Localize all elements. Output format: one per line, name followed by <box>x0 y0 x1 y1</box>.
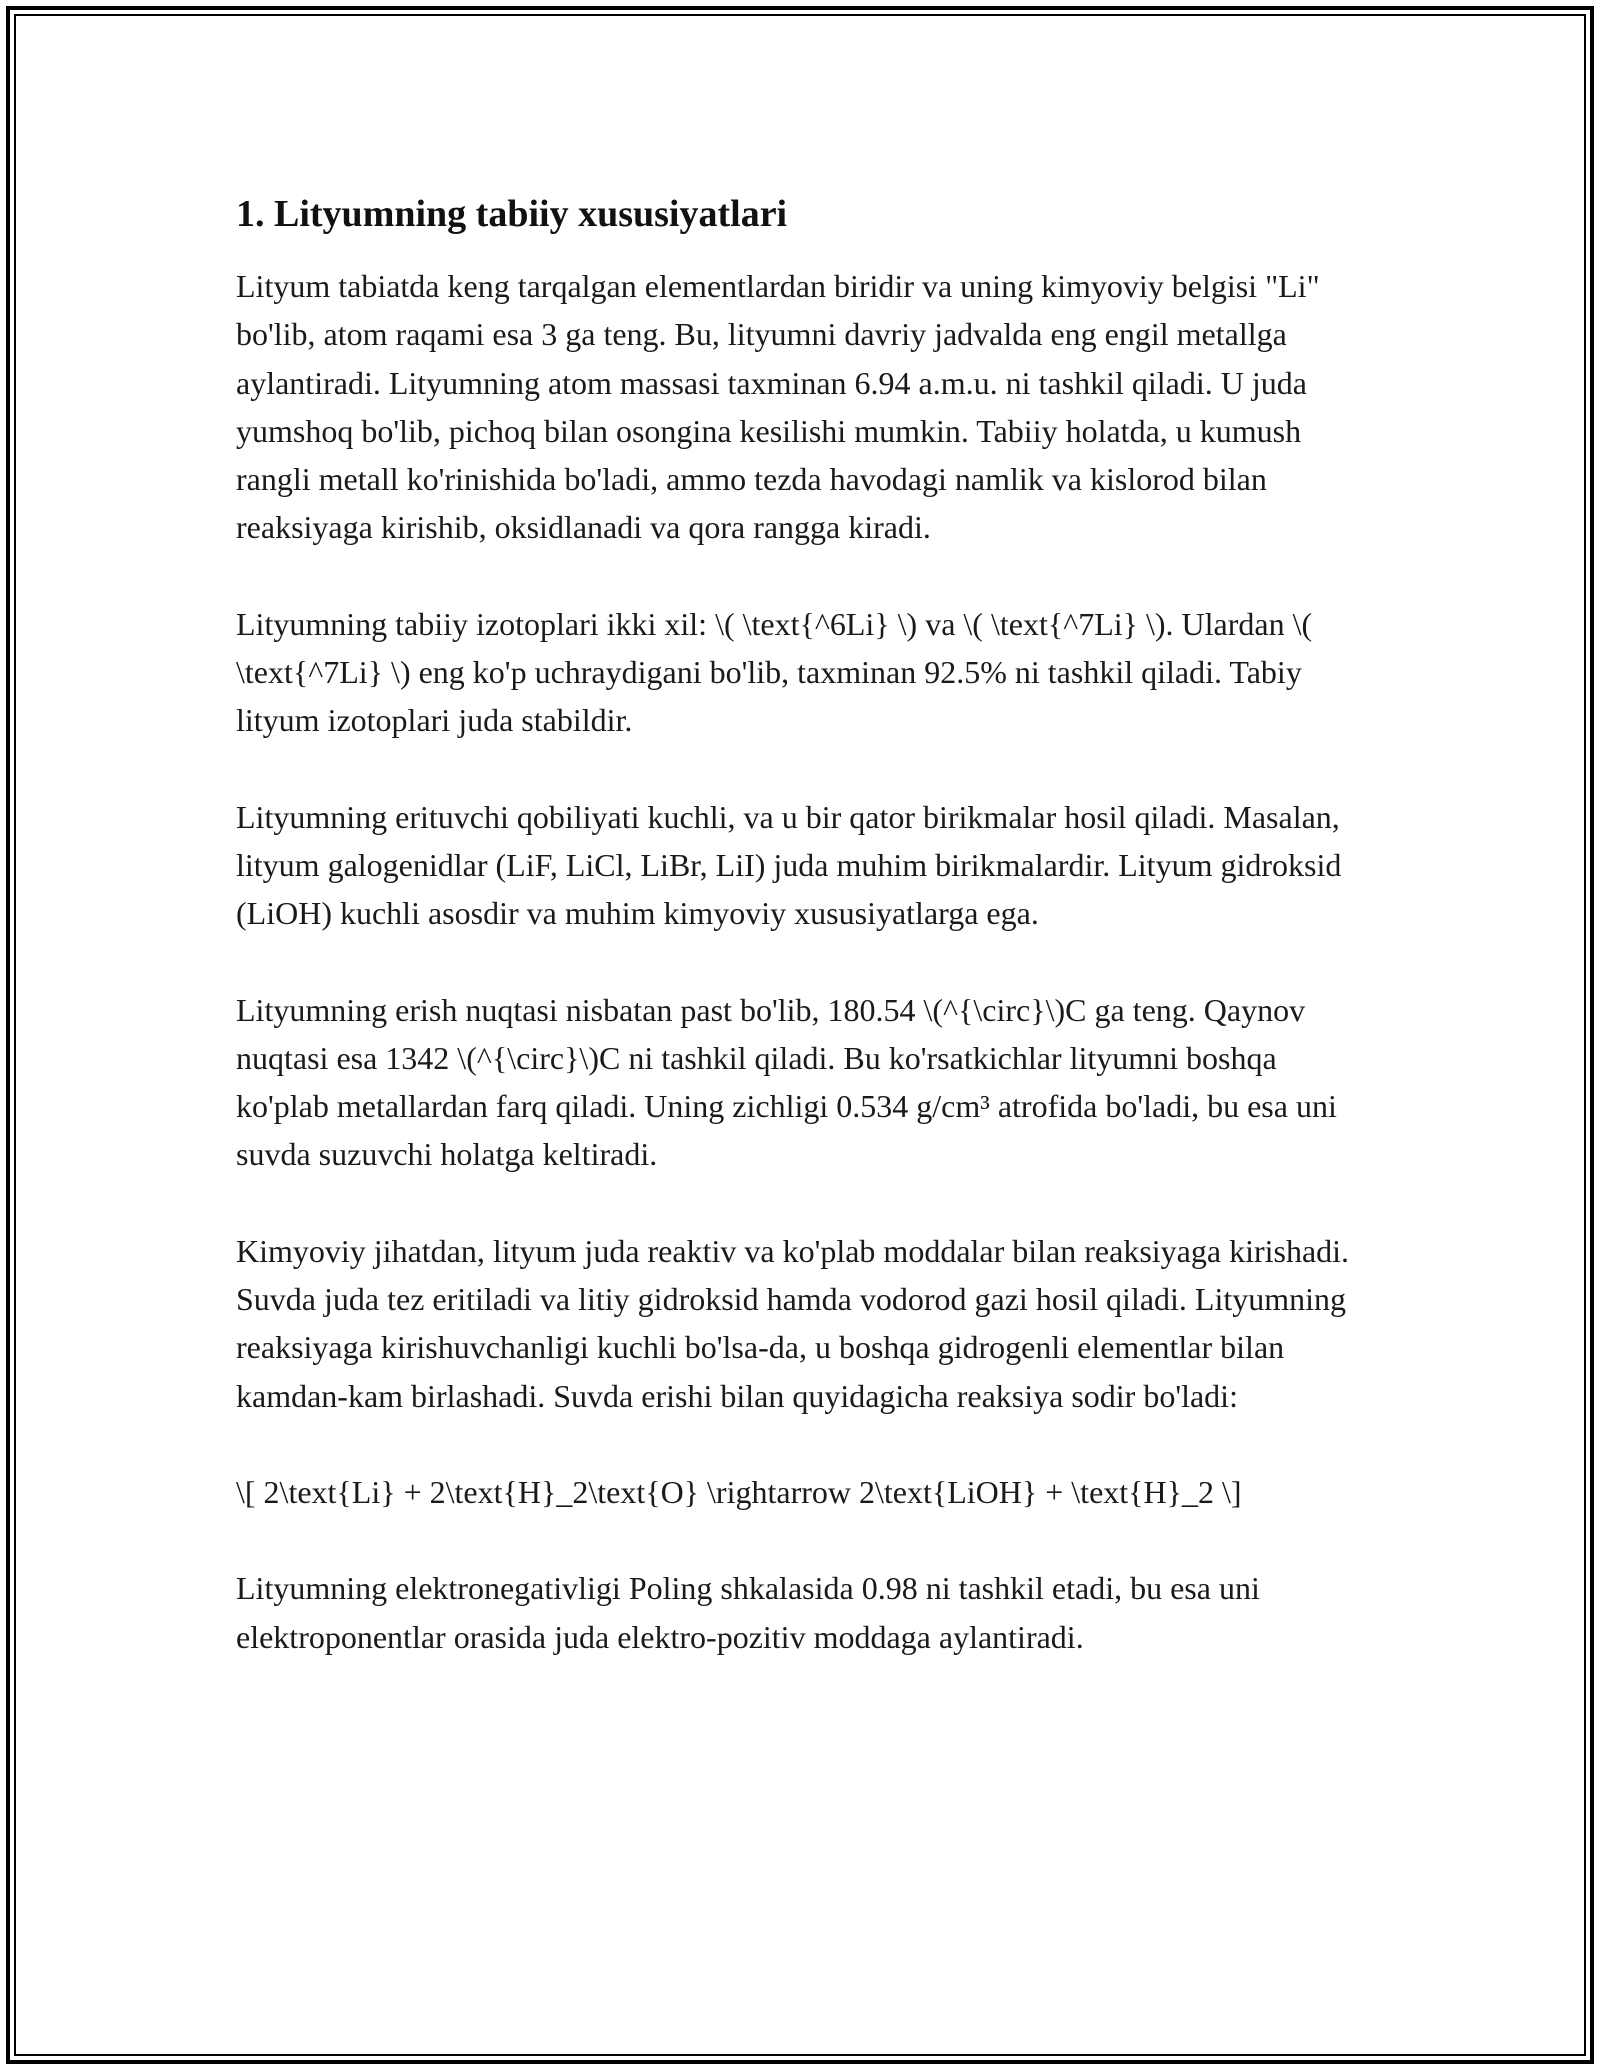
section-heading: 1. Lityumning tabiiy xususiyatlari <box>236 193 788 235</box>
paragraph-isotopes: Lityumning tabiiy izotoplari ikki xil: \( \text{^6Li} \) va \( \text{^7Li} \). Ulardan \( \text{^7Li} \) eng ko'p uchraydigani bo'lib, taxminan 92.5% ni tashkil qiladi. Tabiy lityum izotoplari juda stabildir. <box>236 605 1313 739</box>
paragraph-properties: Lityum tabiatda keng tarqalgan elementlardan biridir va uning kimyoviy belgisi "Li" bo'lib, atom raqami esa 3 ga teng. Bu, lityumni davriy jadvalda eng engil metallga aylantiradi. Lityumning atom massasi taxminan 6.94 a.m.u. ni tashkil qiladi. U juda yumshoq bo'lib, pichoq bilan osongina kesilishi mumkin. Tabiiy holatda, u kumush rangli metall ko'rinishida bo'ladi, ammo tezda havodagi namlik va kislorod bilan reaksiyaga kirishib, oksidlanadi va qora rangga kiradi. <box>236 268 1320 546</box>
paragraph-electronegativity: Lityumning elektronegativligi Poling shkalasida 0.98 ni tashkil etadi, bu esa uni elektroponentlar orasida juda elektro-pozitiv moddaga aylantiradi. <box>236 1570 1260 1655</box>
paragraph-reactivity: Kimyoviy jihatdan, lityum juda reaktiv va ko'plab moddalar bilan reaksiyaga kirishadi. Suvda juda tez eritiladi va litiy gidroksid hamda vodorod gazi hosil qiladi. Lityumning reaksiyaga kirishuvchanligi kuchli bo'lsa-da, u boshqa gidrogenli elementlar bilan kamdan-kam birlashadi. Suvda erishi bilan quyidagicha reaksiya sodir bo'ladi: <box>236 1232 1350 1414</box>
paragraph-melting-point: Lityumning erish nuqtasi nisbatan past bo'lib, 180.54 \(^{\circ}\)C ga teng. Qaynov nuqtasi esa 1342 \(^{\circ}\)C ni tashkil qiladi. Bu ko'rsatkichlar lityumni boshqa ko'plab metallardan farq qiladi. Uning zichligi 0.534 g/cm³ atrofida bo'ladi, bu esa uni suvda suzuvchi holatga keltiradi. <box>236 991 1337 1173</box>
document-body <box>236 188 1376 1709</box>
reaction-equation: \[ 2\text{Li} + 2\text{H}_2\text{O} \rightarrow 2\text{LiOH} + \text{H}_2 \] <box>236 1473 1242 1510</box>
paragraph-compounds: Lityumning erituvchi qobiliyati kuchli, va u bir qator birikmalar hosil qiladi. Masalan, lityum galogenidlar (LiF, LiCl, LiBr, LiI) juda muhim birikmalardir. Lityum gidroksid (LiOH) kuchli asosdir va muhim kimyoviy xususiyatlarga ega. <box>236 798 1342 932</box>
